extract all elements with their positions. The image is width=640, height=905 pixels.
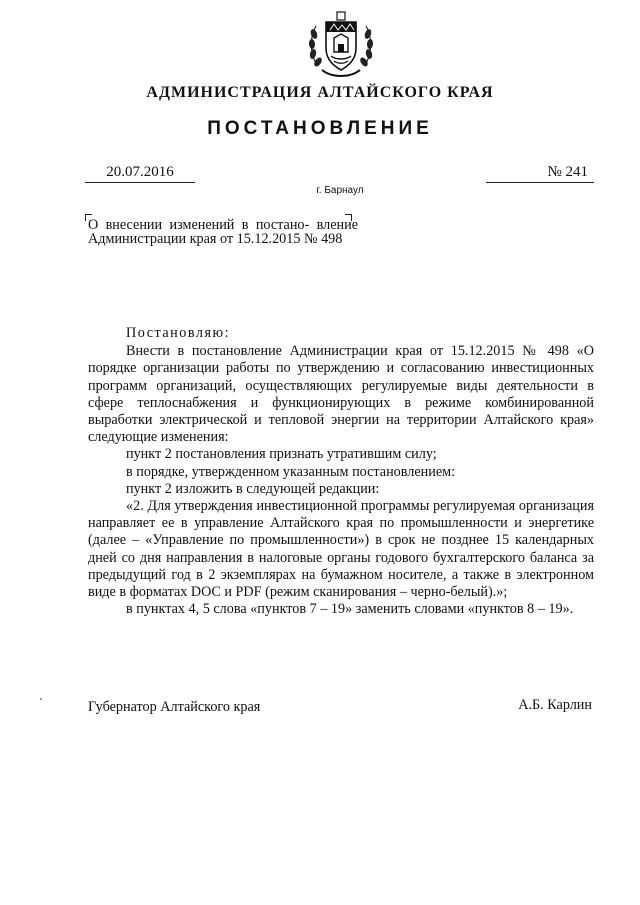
body-paragraph: «2. Для утверждения инвестиционной программы регулируемая организация направляет ее в управление Алтайского края по промышленности и энергетике (далее – «Управление по промышленности») в срок не позднее 15 календарных дней со дня направления в налоговые органы годового бухгалтерского баланса за предыдущий год в 2 экземплярах на бумажном носителе, а также в электронном виде в форматах DOC и PDF (режим сканирования – черно-белый).»; <box>88 498 594 601</box>
document-date: 20.07.2016 <box>85 164 195 183</box>
body-paragraph: в пунктах 4, 5 слова «пунктов 7 – 19» заменить словами «пунктов 8 – 19». <box>126 601 574 618</box>
body-paragraph: пункт 2 постановления признать утратившим силу; <box>126 446 437 463</box>
organization-title: АДМИНИСТРАЦИЯ АЛТАЙСКОГО КРАЯ <box>146 84 494 101</box>
document-body <box>88 325 594 618</box>
altai-krai-coat-of-arms-icon <box>304 8 378 82</box>
signature-name: А.Б. Карлин <box>518 697 592 713</box>
document-number: № 241 <box>486 164 594 183</box>
signature-position: Губернатор Алтайского края <box>88 699 261 715</box>
body-paragraph: пункт 2 изложить в следующей редакции: <box>126 480 380 497</box>
scan-dot <box>40 698 42 700</box>
document-type-title: ПОСТАНОВЛЕНИЕ <box>207 118 433 139</box>
resolve-phrase: Постановляю: <box>126 325 231 341</box>
body-paragraph: в порядке, утвержденном указанным постановлением: <box>126 463 456 480</box>
document-city: г. Барнаул <box>316 185 364 196</box>
body-paragraph: Внести в постановление Администрации края от 15.12.2015 № 498 «О порядке организации работы по утверждению и согласованию инвестиционных программ организаций, осуществляющих регулируемые виды деятельности в сфере теплоснабжения и функционирующих в режиме комбинированной выработки электрической и тепловой энергии на территории Алтайского края» следующие изменения: <box>88 343 594 446</box>
document-subject: О внесении изменений в постано- вление Администрации края от 15.12.2015 № 498 <box>88 217 358 247</box>
